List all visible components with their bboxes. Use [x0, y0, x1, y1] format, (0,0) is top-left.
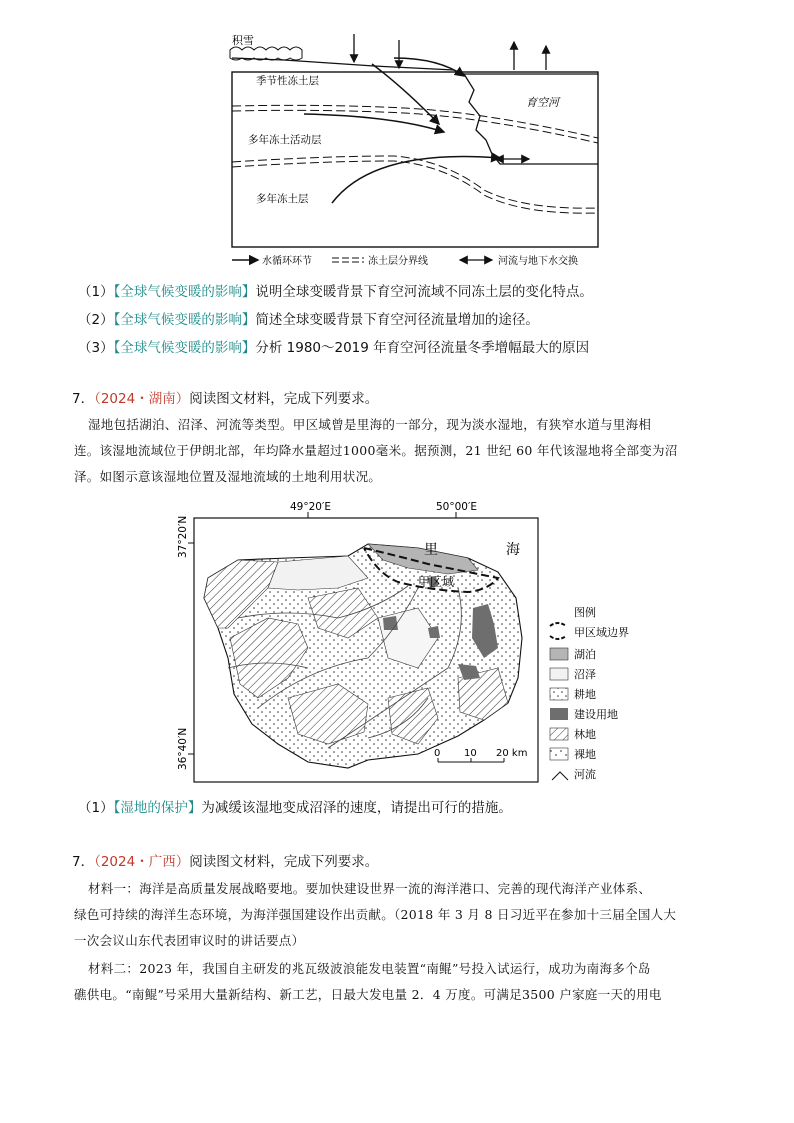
lon2-label: 50°00′E [436, 501, 477, 513]
svg-text:湖泊: 湖泊 [574, 648, 596, 661]
topic-tag: 【全球气候变暖的影响】 [113, 312, 256, 328]
svg-text:林地: 林地 [574, 728, 596, 741]
topic-tag: 【全球气候变暖的影响】 [113, 340, 256, 356]
topic-tag: 【湿地的保护】 [113, 800, 202, 816]
guangxi-material-1: 材料一：海洋是高质量发展战略要地。要加快建设世界一流的海洋港口、完善的现代海洋产业体系、 绿色可持续的海洋生态环境，为海洋强国建设作出贡献。（2018 年 3 月 8 日习近平在参加十三届全国人大 一次会议山东代表团审议时的讲话要点） [74, 881, 677, 948]
svg-text:河流: 河流 [574, 768, 596, 781]
question-3: （3）【全球气候变暖的影响】分析 1980～2019 年育空河径流量冬季增幅最大的原因 [78, 340, 590, 356]
section-heading-guangxi: 7．（2024・广西）阅读图文材料，完成下列要求。 [72, 854, 379, 870]
svg-text:耕地: 耕地 [574, 688, 596, 701]
question-hunan-1: （1）【湿地的保护】为减缓该湿地变成沼泽的速度，请提出可行的措施。 [78, 800, 512, 816]
svg-text:图例: 图例 [574, 606, 596, 619]
wetland-map [168, 498, 658, 788]
lon1-label: 49°20′E [290, 501, 331, 513]
svg-text:10: 10 [464, 748, 477, 759]
svg-text:20 km: 20 km [496, 748, 528, 759]
layer3-label: 多年冻土层 [256, 193, 309, 205]
layer1-label: 季节性冻土层 [256, 75, 319, 87]
permafrost-diagram [224, 28, 604, 273]
layer2-label: 多年冻土活动层 [248, 134, 322, 146]
svg-text:甲区域边界: 甲区域边界 [574, 626, 629, 639]
svg-text:裸地: 裸地 [574, 748, 596, 761]
river-label: 育空河 [526, 96, 559, 109]
diagram-legend [232, 254, 578, 267]
guangxi-material-2: 材料二：2023 年，我国自主研发的兆瓦级波浪能发电装置“南鲲”号投入试运行，成功为南海多个岛 礁供电。“南鲲”号采用大量新结构、新工艺，日最大发电量 2．4 万度。可满足3500 户家庭一天的用电 [74, 961, 662, 1002]
section-heading-hunan: 7．（2024・湖南）阅读图文材料，完成下列要求。 [72, 391, 379, 407]
region-label: 甲区域 [418, 575, 455, 589]
svg-text:沼泽: 沼泽 [574, 668, 596, 681]
lat2-label: 36°40′N [177, 727, 189, 770]
question-2: （2）【全球气候变暖的影响】简述全球变暖背景下育空河径流量增加的途径。 [78, 312, 539, 328]
sea-label-2: 海 [506, 542, 520, 558]
hunan-material: 湿地包括湖泊、沼泽、河流等类型。甲区域曾是里海的一部分，现为淡水湿地，有狭窄水道与里海相 连。该湿地流域位于伊朗北部，年均降水量超过1000毫米。据预测，21 世纪 60 年代该湿地将全部变为沼 泽。如图示意该湿地位置及湿地流域的土地利用状况。 [74, 417, 678, 484]
snow-label: 积雪 [232, 34, 254, 47]
question-1: （1）【全球气候变暖的影响】说明全球变暖背景下育空河流域不同冻土层的变化特点。 [78, 284, 593, 300]
sea-label-1: 里 [424, 542, 438, 558]
svg-text:河流与地下水交换: 河流与地下水交换 [498, 256, 578, 267]
topic-tag: 【全球气候变暖的影响】 [113, 284, 256, 300]
svg-text:水循环环节: 水循环环节 [262, 256, 312, 267]
svg-text:冻土层分界线: 冻土层分界线 [368, 256, 428, 267]
svg-text:0: 0 [434, 748, 441, 759]
lat1-label: 37°20′N [177, 515, 189, 558]
svg-text:建设用地: 建设用地 [574, 708, 618, 721]
map-legend [550, 605, 629, 781]
